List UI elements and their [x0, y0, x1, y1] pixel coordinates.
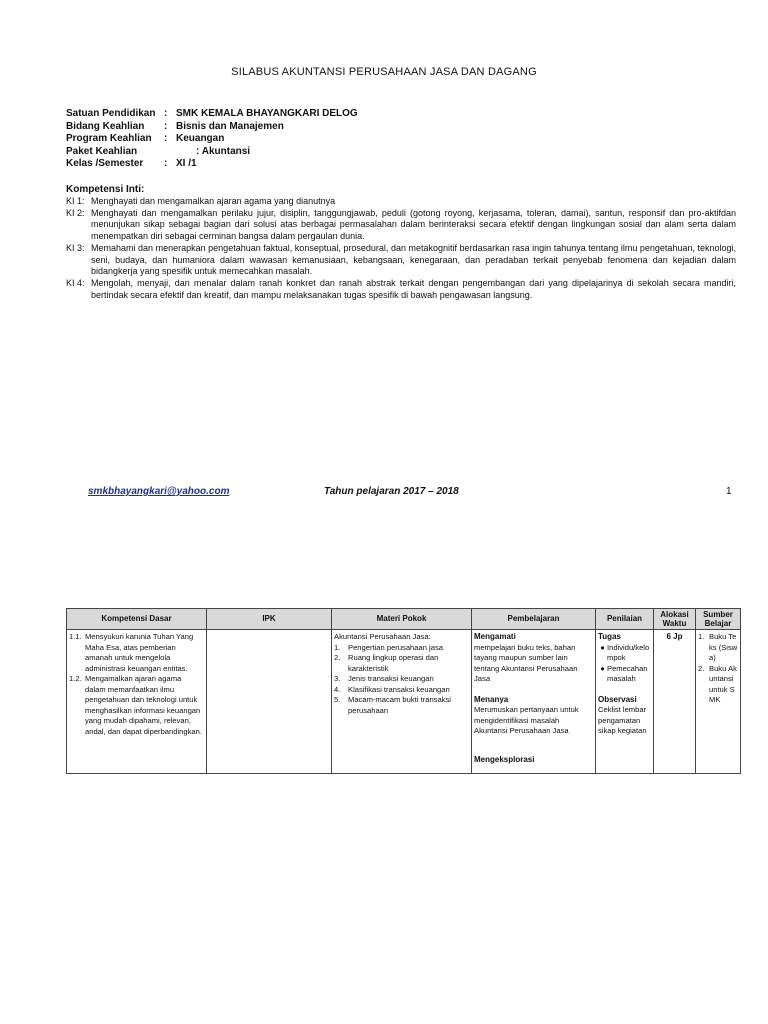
materi-item: 4. Klasifikasi transaksi keuangan — [334, 684, 450, 694]
ki-text: Menghayati dan mengamalkan ajaran agama yang dianutnya — [91, 196, 336, 206]
sumber-item: 1. Buku Teks (Siswa) — [698, 632, 738, 662]
ki-code: KI 1: — [66, 196, 85, 206]
header-sumber-belajar: Sumber Belajar — [696, 609, 741, 630]
table-header-row — [67, 609, 741, 630]
activity-text: mempelajari buku teks, bahan tayang maupun sumber lain tentang Akuntansi Perusahaan Jasa — [474, 642, 578, 683]
tugas-item: ● Individu/kelompok — [598, 643, 651, 664]
sumber-item: 2. Buku Akuntansi untuk SMK — [698, 663, 737, 704]
sumber-cell — [696, 630, 741, 774]
meta-row-kelas — [66, 158, 358, 171]
alokasi-value: 6 Jp — [666, 632, 683, 641]
email-link[interactable]: smkbhayangkari@yahoo.com — [88, 486, 230, 497]
activity-text: Merumuskan pertanyaan untuk mengidentifikasi masalah Akuntansi Perusahaan Jasa — [474, 705, 579, 735]
meta-value: SMK KEMALA BHAYANGKARI DELOG — [176, 108, 358, 119]
syllabus-table — [66, 608, 741, 774]
header-penilaian: Penilaian — [596, 609, 654, 630]
academic-year: Tahun pelajaran 2017 – 2018 — [324, 486, 459, 497]
header-kompetensi-dasar: Kompetensi Dasar — [67, 609, 207, 630]
tugas-item: ● Pemecahan masalah — [598, 664, 651, 685]
activity-heading: Mengeksplorasi — [474, 754, 535, 764]
materi-item: 2. Ruang lingkup operasi dan karakteristik — [334, 653, 439, 673]
penilaian-cell — [596, 630, 654, 774]
alokasi-cell — [654, 630, 696, 774]
ki-code: KI 2: — [66, 207, 85, 218]
ki-list — [66, 196, 736, 301]
observasi-text: Ceklist lembar pengamatan sikap kegiatan — [598, 705, 647, 735]
ki-text: Memahami dan menerapkan pengetahuan faktual, konseptual, prosedural, dan metakognitif berdasarkan rasa ingin tahunya tentang ilmu pengetahuan, teknologi, seni, budaya, dan humaniora dalam wawasan kemanusiaan, kebangsaan, kenegaraan, dan peradaban terkait penyebab fenomena dan kejadian dalam bidangkerja yang spesifik untuk memecahkan masalah. — [91, 242, 736, 277]
ki-text: Mengolah, menyaji, dan menalar dalam ranah konkret dan ranah abstrak terkait dengan pengembangan dari yang dipelajarinya di sekolah secara mandiri, bertindak secara efektif dan kreatif, dan mampu melaksanakan tugas spesifik di bawah pengawasan langsung. — [91, 277, 736, 300]
activity-heading: Mengamati — [474, 632, 516, 641]
ki-code: KI 4: — [66, 277, 85, 288]
header-materi-pokok: Materi Pokok — [332, 609, 472, 630]
pembelajaran-cell — [472, 630, 596, 774]
meta-value: : Akuntansi — [196, 145, 251, 157]
meta-value: XI /1 — [176, 158, 197, 169]
header-pembelajaran: Pembelajaran — [472, 609, 596, 630]
materi-item: 3. Jenis transaksi keuangan — [334, 674, 434, 683]
bullet-icon: ● — [600, 642, 605, 652]
table-row — [67, 630, 741, 774]
meta-label: Paket Keahlian — [66, 145, 138, 157]
ki-heading: Kompetensi Inti: — [66, 184, 145, 195]
meta-label: Bidang Keahlian — [66, 120, 145, 132]
materi-title: Akuntansi Perusahaan Jasa: — [334, 632, 431, 641]
kd-cell — [67, 630, 207, 774]
meta-label: Kelas /Semester — [66, 158, 144, 169]
tugas-heading: Tugas — [598, 632, 621, 641]
kd-item: 1.1. Mensyukuri karunia Tuhan Yang Maha Esa, atas pemberian amanah untuk mengelola administrasi keuangan entitas. — [69, 632, 194, 673]
header-ipk: IPK — [207, 609, 332, 630]
kd-item: 1.2. Mengamalkan ajaran agama dalam memanfaatkan ilmu pengetahuan dan teknologi untuk menghasilkan informasi keuangan yang mudah dipahami, relevan, andal, dan dapat diperbandingkan. — [69, 674, 202, 736]
meta-row-bidang — [66, 121, 358, 134]
meta-row-program — [66, 133, 358, 146]
meta-value: Keuangan — [176, 133, 225, 144]
meta-row-satuan — [66, 108, 358, 121]
bullet-icon: ● — [600, 663, 605, 673]
header-alokasi-waktu: Alokasi Waktu — [654, 609, 696, 630]
identity-block — [66, 108, 358, 171]
document-title: SILABUS AKUNTANSI PERUSAHAAN JASA DAN DAGANG — [231, 66, 537, 78]
ki-item — [66, 196, 736, 208]
meta-separator: : — [164, 133, 168, 144]
ki-item — [66, 208, 736, 243]
meta-separator: : — [164, 108, 168, 119]
activity-heading: Menanya — [474, 694, 509, 704]
meta-row-paket — [66, 146, 358, 159]
page-number: 1 — [726, 486, 732, 497]
ki-text: Menghayati dan mengamalkan perilaku jujur, disiplin, tanggungjawab, peduli (gotong royong, kerjasama, toleran, damai), santun, responsif dan pro-aktifdan menunjukan sikap sebagai bagian dari solusi atas berbagai permasalahan dalam berinteraksi secara efektif dengan lingkungan sosial dan alam serta dalam menempatkan diri sebagai cerminan bangsa dalam pergaulan dunia. — [91, 207, 736, 242]
meta-label: Satuan Pendidikan — [66, 108, 156, 119]
meta-value: Bisnis dan Manajemen — [176, 120, 284, 132]
ki-item — [66, 243, 736, 278]
meta-separator: : — [164, 120, 168, 132]
observasi-heading: Observasi — [598, 694, 637, 704]
ki-code: KI 3: — [66, 242, 85, 253]
materi-item: 1. Pengertian perusahaan jasa — [334, 642, 443, 652]
materi-item: 5. Macam-macam bukti transaksi perusahaan — [334, 695, 451, 715]
materi-cell — [332, 630, 472, 774]
meta-separator: : — [164, 158, 168, 169]
meta-label: Program Keahlian — [66, 133, 152, 144]
ipk-cell — [207, 630, 332, 774]
ki-item — [66, 278, 736, 301]
